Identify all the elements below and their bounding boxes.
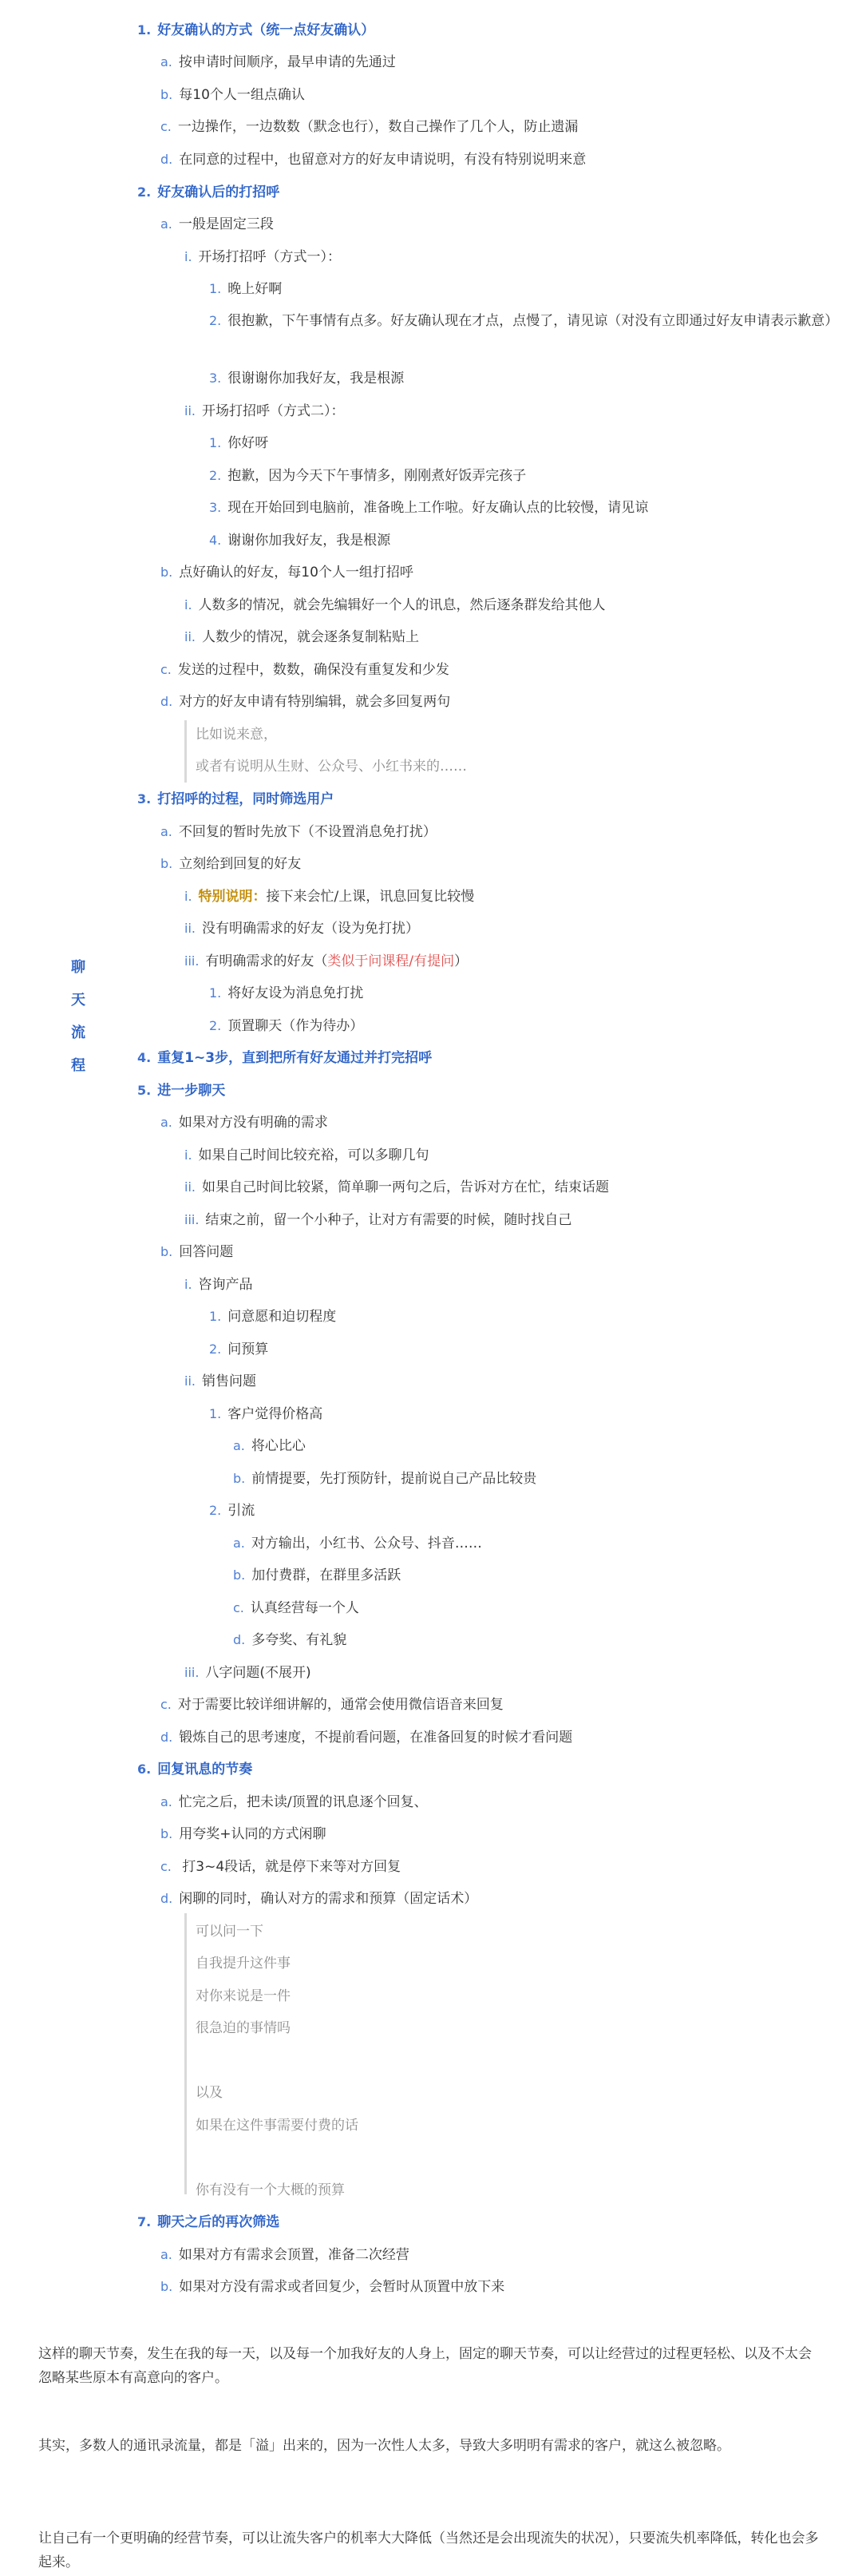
list-marker: c. (160, 1697, 172, 1712)
list-text: 在同意的过程中，也留意对方的好友申请说明，有没有特别说明来意 (179, 152, 587, 168)
blockquote (184, 720, 187, 783)
list-marker: d. (160, 152, 173, 167)
list-item-level2 (160, 1825, 326, 1844)
list-marker: d. (233, 1632, 246, 1647)
list-text: 很抱歉，下午事情有点多。好友确认现在才点，点慢了，请见谅（对没有立即通过好友申请表示歉意） (227, 313, 839, 329)
list-marker: 2. (209, 468, 222, 483)
list-item-level4 (209, 984, 363, 1003)
body-paragraph: 让自己有一个更明确的经营节奏，可以让流失客户的机率大大降低（当然还是会出现流失的状况），只要流失机率降低，转化也会多起来。 (38, 2530, 819, 2570)
quote-line: 比如说来意， (196, 727, 277, 743)
list-text: 点好确认的好友，每10个人一组打招呼 (179, 565, 413, 581)
list-text: 对方输出，小红书、公众号、抖音…… (251, 1536, 482, 1552)
list-text: 将好友设为消息免打扰 (227, 985, 364, 1001)
list-text: 如果自己时间比较紧，简单聊一两句之后，告诉对方在忙，结束话题 (201, 1179, 609, 1195)
quote-line: 很急迫的事情吗 (196, 2020, 291, 2036)
list-marker: a. (233, 1438, 245, 1453)
list-text: 销售问题 (201, 1373, 256, 1389)
list-marker: i. (184, 597, 192, 612)
list-text: 开场打招呼（方式二）： (201, 403, 345, 419)
list-text: 晚上好啊 (227, 281, 283, 297)
list-item-level2 (160, 854, 301, 874)
list-text: 接下来会忙/上课，讯息回复比较慢 (266, 889, 475, 905)
quote-line: 可以问一下 (196, 1924, 263, 1940)
side-char: 天 (71, 992, 85, 1009)
list-marker: b. (160, 1826, 173, 1841)
list-item-level4 (209, 1405, 322, 1424)
list-text: 一般是固定三段 (178, 216, 274, 232)
list-marker: c. (160, 1859, 172, 1874)
list-text: 抱歉，因为今天下午事情多，刚刚煮好饭弄完孩子 (227, 468, 527, 484)
list-item-level1 (137, 1048, 432, 1068)
list-marker: i. (184, 889, 192, 904)
list-text: 用夸奖+认同的方式闲聊 (179, 1826, 326, 1842)
list-marker: 1. (209, 1309, 222, 1324)
quote-line: 以及 (196, 2085, 223, 2101)
list-item-level4 (209, 1340, 268, 1359)
list-item-level3 (184, 1146, 429, 1165)
quote-line: 你有没有一个大概的预算 (196, 2182, 345, 2198)
list-text: 锻炼自己的思考速度，不提前看问题，在准备回复的时候才看问题 (179, 1730, 573, 1746)
list-text: 闲聊的同时，确认对方的需求和预算（固定话术） (179, 1891, 478, 1907)
quote-line: 或者有说明从生财、公众号、小红书来的…… (196, 759, 467, 775)
list-item-level4 (209, 1017, 363, 1036)
list-item-level3 (184, 887, 474, 906)
list-item-level3 (184, 628, 419, 647)
list-text: 回复讯息的节奏 (157, 1762, 253, 1777)
quote-line: 自我提升这件事 (196, 1956, 291, 1972)
list-item-level1 (137, 1081, 225, 1100)
list-text: 进一步聊天 (157, 1083, 226, 1099)
list-text: 人数少的情况，就会逐条复制粘贴上 (201, 629, 419, 645)
list-marker: a. (160, 54, 172, 69)
list-marker: a. (160, 2247, 172, 2262)
list-item-level2 (160, 822, 437, 842)
list-marker: b. (160, 565, 173, 580)
list-item-level2 (160, 2277, 504, 2297)
list-item-level2 (160, 2245, 409, 2265)
list-text: 谢谢你加我好友，我是根源 (227, 533, 391, 549)
list-text: 立刻给到回复的好友 (179, 856, 302, 872)
list-marker: b. (233, 1567, 246, 1583)
list-marker: iii. (184, 1665, 200, 1680)
list-marker: 6. (137, 1762, 152, 1777)
list-marker: 5. (137, 1083, 152, 1098)
list-marker: 2. (209, 1342, 222, 1357)
list-text: 问预算 (227, 1342, 269, 1357)
list-marker: ii. (184, 921, 196, 936)
list-text: 有明确需求的好友（ (205, 953, 328, 969)
list-item-level2 (160, 1857, 401, 1877)
list-item-level5 (233, 1566, 401, 1585)
list-marker: 1. (137, 22, 152, 38)
side-char: 流 (71, 1024, 85, 1041)
list-marker: a. (160, 1794, 172, 1809)
list-marker: 7. (137, 2214, 152, 2229)
list-item-level1 (137, 21, 374, 40)
list-marker: iii. (184, 1212, 200, 1227)
blockquote (184, 1913, 187, 2194)
list-marker: b. (160, 2279, 173, 2294)
list-marker: 4. (209, 533, 222, 548)
list-item-level5 (233, 1469, 536, 1488)
list-text: 发送的过程中，数数，确保没有重复发和少发 (177, 662, 449, 678)
list-marker: 1. (209, 985, 222, 1001)
list-marker: a. (160, 216, 172, 232)
list-item-level3 (184, 1211, 571, 1230)
list-marker: b. (233, 1471, 246, 1486)
list-text: 开场打招呼（方式一）： (198, 249, 342, 265)
list-text: 如果对方有需求会顶置，准备二次经营 (178, 2247, 409, 2263)
list-marker: a. (233, 1536, 245, 1551)
side-char: 聊 (71, 959, 85, 976)
list-item-level2 (160, 85, 305, 105)
list-marker: iii. (184, 953, 200, 969)
list-text: 不回复的暂时先放下（不设置消息免打扰） (178, 824, 437, 840)
list-text: 对于需要比较详细讲解的，通常会使用微信语音来回复 (177, 1697, 504, 1713)
list-item-level4 (209, 498, 648, 517)
list-marker: d. (160, 694, 173, 709)
list-item-level3 (184, 1663, 311, 1682)
list-item-level3 (184, 402, 344, 421)
list-text: 没有明确需求的好友（设为免打扰） (201, 921, 419, 937)
list-item-level2 (160, 117, 578, 137)
list-item-level3 (184, 1275, 253, 1294)
list-marker: 2. (209, 1503, 222, 1518)
list-marker: c. (160, 119, 172, 134)
list-text: 问意愿和迫切程度 (227, 1309, 337, 1325)
list-marker: ii. (184, 403, 196, 418)
list-text: 客户觉得价格高 (227, 1406, 323, 1422)
list-marker: d. (160, 1891, 173, 1906)
list-text: 一边操作，一边数数（默念也行），数自己操作了几个人，防止遗漏 (177, 119, 579, 135)
list-marker: 1. (209, 1406, 222, 1421)
list-item-level3 (184, 952, 468, 971)
list-text: 将心比心 (251, 1438, 306, 1454)
list-text: 好友确认的方式（统一点好友确认） (157, 22, 375, 38)
list-text: 人数多的情况，就会先编辑好一个人的讯息，然后逐条群发给其他人 (198, 597, 606, 613)
list-text: 引流 (227, 1503, 255, 1519)
quote-line: 如果在这件事需要付费的话 (196, 2118, 358, 2134)
list-text: 聊天之后的再次筛选 (157, 2214, 280, 2230)
list-text: 对方的好友申请有特别编辑，就会多回复两句 (179, 694, 451, 710)
highlight-label: 特别说明： (198, 889, 267, 905)
list-item-level2 (160, 1793, 428, 1812)
list-item-level3 (184, 596, 606, 615)
list-marker: a. (160, 1115, 172, 1130)
list-item-level1 (137, 1760, 252, 1779)
list-item-level5 (233, 1599, 359, 1618)
list-item-level4 (209, 1307, 336, 1326)
list-item-level3 (184, 1178, 609, 1197)
list-marker: c. (160, 662, 172, 677)
list-marker: i. (184, 1277, 192, 1292)
body-paragraph: 这样的聊天节奏，发生在我的每一天，以及每一个加我好友的人身上，固定的聊天节奏，可以让经营过的过程更轻松、以及不太会忽略某些原本有高意向的客户。 (38, 2346, 812, 2386)
list-item-level2 (160, 1242, 233, 1262)
list-marker: 1. (209, 281, 222, 296)
list-marker: c. (233, 1600, 244, 1615)
quote-line: 对你来说是一件 (196, 1988, 291, 2004)
list-item-level3 (184, 1372, 256, 1391)
list-item-level2 (160, 563, 413, 582)
list-text: 如果对方没有需求或者回复少，会暂时从顶置中放下来 (179, 2279, 505, 2295)
list-item-level4 (209, 434, 268, 453)
side-char: 程 (71, 1057, 85, 1074)
list-marker: b. (160, 87, 173, 102)
list-item-level2 (160, 215, 274, 234)
list-marker: ii. (184, 1179, 196, 1195)
list-marker: i. (184, 249, 192, 264)
chat-flow-side-label (69, 958, 88, 1089)
list-marker: 2. (209, 313, 222, 328)
list-item-level2 (160, 1113, 328, 1132)
list-marker: 2. (209, 1018, 222, 1033)
list-item-level4 (209, 1501, 255, 1520)
list-item-level3 (184, 248, 341, 267)
list-item-level5 (233, 1437, 306, 1456)
list-item-level2 (160, 1728, 572, 1747)
list-text: 打招呼的过程，同时筛选用户 (157, 791, 334, 807)
list-item-level2 (160, 53, 396, 72)
list-text-tail: ） (454, 953, 469, 969)
list-item-level2 (160, 150, 586, 169)
list-item-level2 (160, 692, 450, 711)
list-text: 忙完之后，把未读/顶置的讯息逐个回复、 (178, 1794, 428, 1810)
list-marker: 1. (209, 435, 222, 450)
list-text: 如果对方没有明确的需求 (178, 1115, 328, 1131)
list-text: 现在开始回到电脑前，准备晚上工作啦。好友确认点的比较慢，请见谅 (227, 500, 649, 516)
list-marker: i. (184, 1147, 192, 1163)
list-marker: 2. (137, 184, 152, 200)
list-text: 打3~4段话，就是停下来等对方回复 (177, 1859, 401, 1875)
list-marker: 3. (209, 500, 222, 515)
list-text: 认真经营每一个人 (250, 1600, 359, 1616)
list-text: 咨询产品 (198, 1277, 253, 1293)
list-text: 如果自己时间比较充裕，可以多聊几句 (198, 1147, 429, 1163)
list-item-level4 (209, 311, 839, 334)
list-item-level1 (137, 2213, 279, 2232)
list-text: 结束之前，留一个小种子，让对方有需要的时候，随时找自己 (205, 1212, 572, 1228)
list-marker: ii. (184, 1373, 196, 1389)
list-item-level4 (209, 466, 526, 485)
list-marker: 3. (137, 791, 152, 806)
list-marker: b. (160, 856, 173, 871)
list-text: 多夸奖、有礼貌 (251, 1632, 347, 1648)
list-text: 按申请时间顺序，最早申请的先通过 (178, 54, 396, 70)
list-item-level5 (233, 1534, 482, 1553)
list-text: 顶置聊天（作为待办） (227, 1018, 364, 1034)
list-text: 回答问题 (179, 1244, 234, 1260)
list-item-level2 (160, 660, 449, 680)
list-text: 好友确认后的打招呼 (157, 184, 280, 200)
list-item-level5 (233, 1631, 346, 1650)
list-text: 八字问题(不展开) (205, 1665, 311, 1681)
list-item-level4 (209, 531, 390, 550)
list-item-level2 (160, 1695, 504, 1714)
body-paragraph: 其实，多数人的通讯录流量，都是「溢」出来的，因为一次性人太多，导致大多明明有需求的客户，就这么被忽略。 (38, 2438, 730, 2454)
list-text: 你好呀 (227, 435, 269, 451)
list-text: 很谢谢你加我好友，我是根源 (227, 371, 405, 386)
red-note: 类似于问课程/有提问 (327, 953, 455, 969)
list-marker: 4. (137, 1050, 152, 1065)
list-text: 每10个人一组点确认 (179, 87, 305, 103)
list-text: 重复1~3步，直到把所有好友通过并打完招呼 (157, 1050, 433, 1066)
list-item-level1 (137, 183, 279, 202)
list-item-level2 (160, 1889, 477, 1908)
list-item-level1 (137, 790, 334, 809)
list-item-level4 (209, 369, 404, 388)
list-item-level3 (184, 919, 419, 938)
list-text: 前情提要，先打预防针，提前说自己产品比较贵 (251, 1471, 537, 1487)
list-marker: 3. (209, 371, 222, 386)
list-marker: a. (160, 824, 172, 839)
list-marker: d. (160, 1730, 173, 1745)
list-item-level4 (209, 279, 282, 299)
list-marker: b. (160, 1244, 173, 1259)
list-text: 加付费群，在群里多活跃 (251, 1567, 401, 1583)
list-marker: ii. (184, 629, 196, 644)
